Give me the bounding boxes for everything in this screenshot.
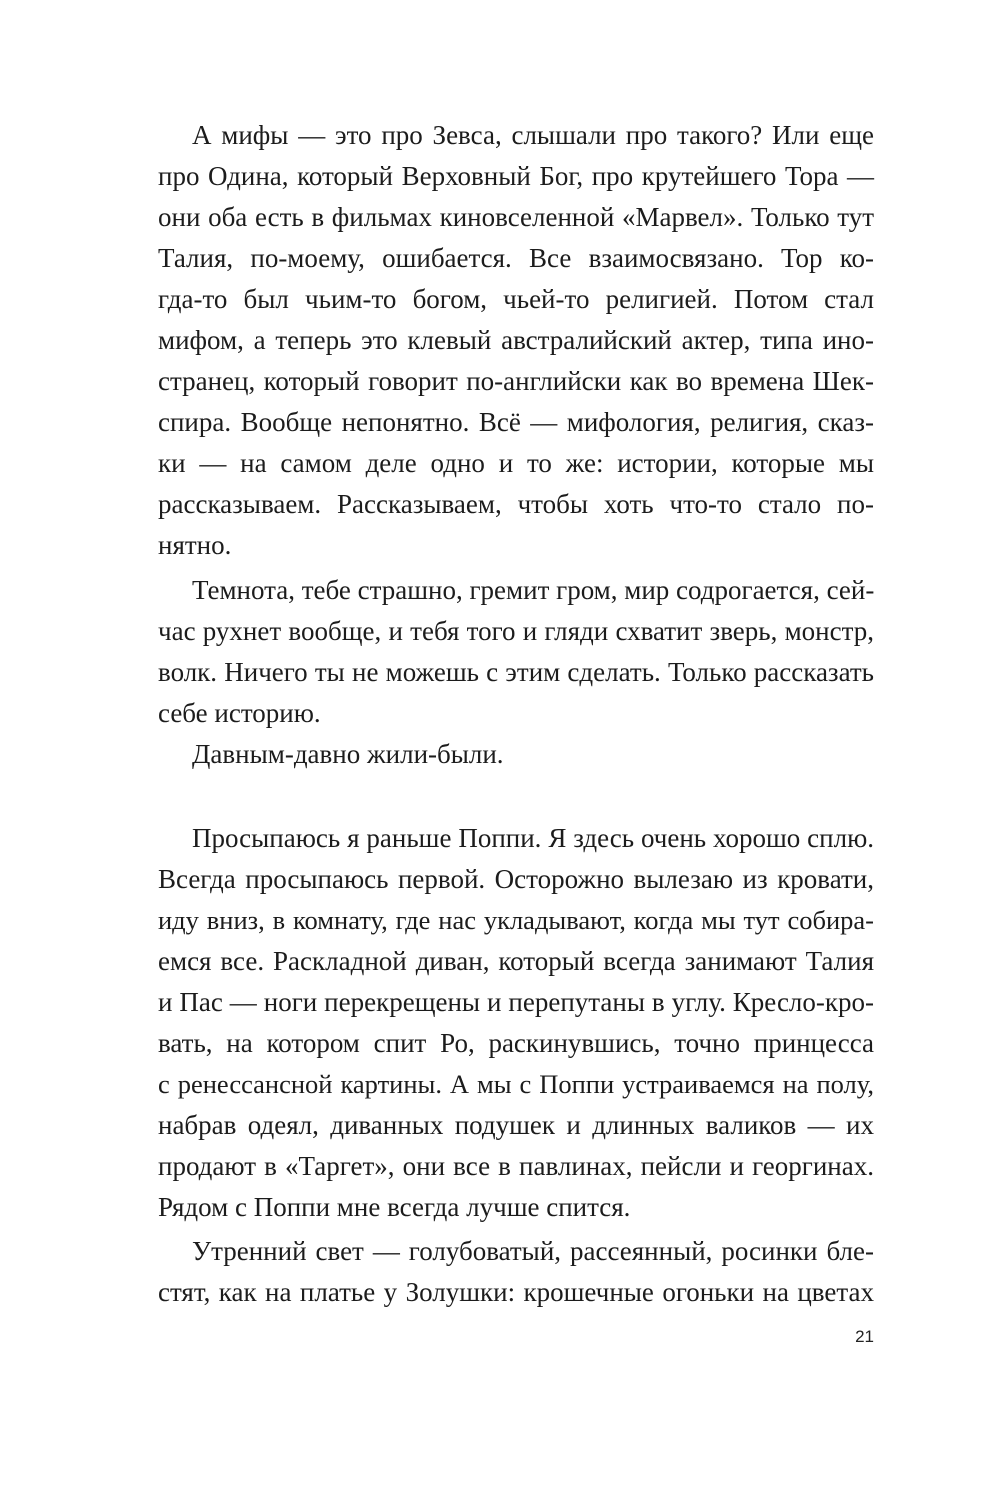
text-line: нятно. bbox=[158, 530, 232, 560]
text-line: час рухнет вообще, и тебя того и гляди схватит зверь, монстр, bbox=[158, 616, 874, 646]
text-line: и Пас — ноги перекрещены и перепутаны в углу. Кресло-кро- bbox=[158, 987, 874, 1017]
text-line: Давным-давно жили-были. bbox=[192, 739, 504, 769]
text-line: себе историю. bbox=[158, 698, 321, 728]
text-line: ки — на самом деле одно и то же: истории, которые мы bbox=[158, 448, 874, 478]
text-line: стят, как на платье у Золушки: крошечные огоньки на цветах bbox=[158, 1277, 874, 1307]
text-line: про Одина, который Верховный Бог, про крутейшего Тора — bbox=[158, 161, 874, 191]
text-line: иду вниз, в комнату, где нас укладывают, когда мы тут собира- bbox=[158, 905, 874, 935]
text-line: продают в «Таргет», они все в павлинах, пейсли и георгинах. bbox=[158, 1151, 874, 1181]
text-line: набрав одеял, диванных подушек и длинных валиков — их bbox=[158, 1110, 874, 1140]
text-line: волк. Ничего ты не можешь с этим сделать. Только рассказать bbox=[158, 657, 874, 687]
text-line: А мифы — это про Зевса, слышали про такого? Или еще bbox=[192, 120, 874, 150]
text-line: странец, который говорит по-английски как во времена Шек- bbox=[158, 366, 874, 396]
page-number: 21 bbox=[855, 1327, 874, 1346]
text-line: мифом, а теперь это клевый австралийский актер, типа ино- bbox=[158, 325, 874, 355]
text-line: они оба есть в фильмах киновселенной «Марвел». Только тут bbox=[158, 202, 874, 232]
text-line: Талия, по-моему, ошибается. Все взаимосвязано. Тор ко- bbox=[158, 243, 874, 273]
text-line: Рядом с Поппи мне всегда лучше спится. bbox=[158, 1192, 631, 1222]
text-line: Всегда просыпаюсь первой. Осторожно вылезаю из кровати, bbox=[158, 864, 874, 894]
text-line: рассказываем. Рассказываем, чтобы хоть что-то стало по- bbox=[158, 489, 874, 519]
text-line: Просыпаюсь я раньше Поппи. Я здесь очень хорошо сплю. bbox=[192, 823, 874, 853]
text-line: с ренессансной картины. А мы с Поппи устраиваемся на полу, bbox=[158, 1069, 874, 1099]
text-line: емся все. Раскладной диван, который всегда занимают Талия bbox=[158, 946, 874, 976]
text-line: гда-то был чьим-то богом, чьей-то религией. Потом стал bbox=[158, 284, 874, 314]
text-line: спира. Вообще непонятно. Всё — мифология, религия, сказ- bbox=[158, 407, 874, 437]
text-line: Темнота, тебе страшно, гремит гром, мир содрогается, сей- bbox=[192, 575, 875, 605]
text-line: Утренний свет — голубоватый, рассеянный, росинки бле- bbox=[192, 1236, 874, 1266]
text-line: вать, на котором спит Ро, раскинувшись, точно принцесса bbox=[158, 1028, 874, 1058]
